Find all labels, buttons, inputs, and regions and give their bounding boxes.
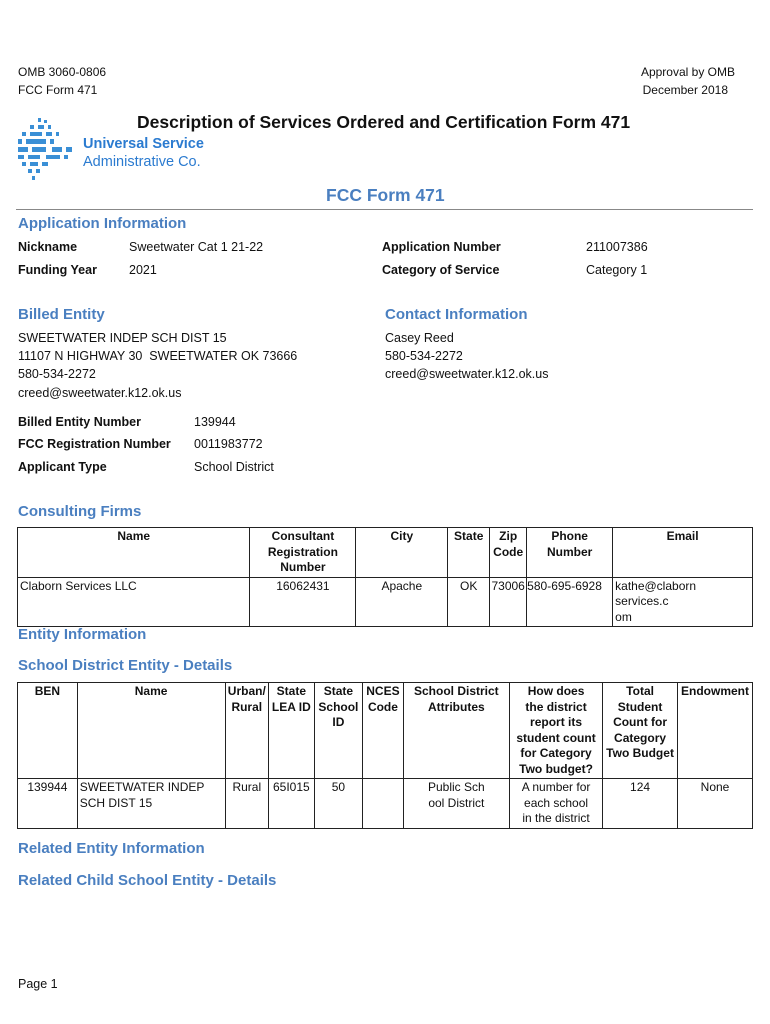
entity-urban-rural: Rural	[225, 779, 269, 829]
section-related-child-school-details: Related Child School Entity - Details	[18, 872, 277, 889]
form-label: FCC Form 471	[18, 83, 98, 97]
contact-phone: 580-534-2272	[385, 349, 463, 363]
applicant-type-label: Applicant Type	[18, 460, 107, 474]
section-entity-information: Entity Information	[18, 626, 147, 643]
consultant-state: OK	[448, 577, 490, 627]
approval-text: Approval by OMB	[640, 65, 735, 79]
ben-label: Billed Entity Number	[18, 415, 141, 429]
col-header-nces-code: NCES Code	[363, 683, 403, 779]
contact-name: Casey Reed	[385, 331, 454, 345]
billed-entity-address: 11107 N HIGHWAY 30 SWEETWATER OK 73666	[18, 349, 298, 363]
col-header-ben: BEN	[18, 683, 78, 779]
consultant-registration: 16062431	[250, 577, 356, 627]
col-header-name: Name	[18, 528, 250, 578]
entity-student-count-method: A number for each school in the district	[509, 779, 602, 829]
approval-date: December 2018	[642, 83, 728, 97]
entity-nces-code	[363, 779, 403, 829]
application-number-label: Application Number	[382, 240, 501, 254]
col-header-student-count-method: How does the district report its student count for Category Two budget?	[509, 683, 602, 779]
omb-number: OMB 3060-0806	[18, 65, 107, 79]
page-title: Description of Services Ordered and Certification Form 471	[137, 112, 631, 132]
category-value: Category 1	[586, 263, 648, 277]
consultant-email: kathe@claborn services.c om	[613, 577, 753, 627]
entity-district-attributes: Public Sch ool District	[403, 779, 509, 829]
school-district-table	[17, 682, 753, 829]
entity-ben: 139944	[18, 779, 78, 829]
col-header-name: Name	[77, 683, 225, 779]
section-billed-entity: Billed Entity	[18, 306, 105, 323]
consultant-phone: 580-695-6928	[527, 577, 613, 627]
fcc-registration-label: FCC Registration Number	[18, 437, 171, 451]
nickname-label: Nickname	[18, 240, 78, 254]
col-header-consultant-registration: Consultant Registration Number	[250, 528, 356, 578]
category-label: Category of Service	[382, 263, 500, 277]
col-header-state-school-id: State School ID	[314, 683, 363, 779]
fcc-registration-value: 0011983772	[194, 437, 263, 451]
logo-text-line1: Universal Service	[83, 136, 204, 152]
section-related-entity-information: Related Entity Information	[18, 840, 205, 857]
page-number: Page 1	[18, 977, 58, 991]
col-header-zip: Zip Code	[490, 528, 527, 578]
col-header-total-student-count: Total Student Count for Category Two Budget	[603, 683, 678, 779]
consultant-name: Claborn Services LLC	[18, 577, 250, 627]
funding-year-label: Funding Year	[18, 263, 97, 277]
entity-endowment: None	[678, 779, 753, 829]
billed-entity-email: creed@sweetwater.k12.ok.us	[18, 386, 182, 400]
application-number-value: 211007386	[586, 240, 648, 254]
funding-year-value: 2021	[129, 263, 157, 277]
ben-value: 139944	[194, 415, 236, 429]
col-header-phone: Phone Number	[527, 528, 613, 578]
entity-name: SWEETWATER INDEP SCH DIST 15	[77, 779, 225, 829]
heading-divider	[16, 209, 753, 210]
billed-entity-phone: 580-534-2272	[18, 367, 96, 381]
entity-state-lea-id: 65I015	[269, 779, 315, 829]
section-school-district-details: School District Entity - Details	[18, 657, 233, 674]
table-header-row	[18, 528, 753, 578]
table-header-row	[18, 683, 753, 779]
col-header-city: City	[356, 528, 448, 578]
table-row	[18, 779, 753, 829]
billed-entity-name: SWEETWATER INDEP SCH DIST 15	[18, 331, 227, 345]
col-header-district-attributes: School District Attributes	[403, 683, 509, 779]
entity-state-school-id: 50	[314, 779, 363, 829]
consultant-city: Apache	[356, 577, 448, 627]
nickname-value: Sweetwater Cat 1 21-22	[129, 240, 264, 254]
section-consulting-firms: Consulting Firms	[18, 503, 142, 520]
applicant-type-value: School District	[194, 460, 274, 474]
section-contact-information: Contact Information	[385, 306, 528, 323]
col-header-email: Email	[613, 528, 753, 578]
consulting-firms-table	[17, 527, 753, 627]
logo-text-line2: Administrative Co.	[83, 154, 201, 170]
usac-logo-mark-icon	[16, 116, 78, 186]
contact-email: creed@sweetwater.k12.ok.us	[385, 367, 549, 381]
col-header-endowment: Endowment	[678, 683, 753, 779]
col-header-state-lea-id: State LEA ID	[269, 683, 315, 779]
consultant-zip: 73006	[490, 577, 527, 627]
table-row	[18, 577, 753, 627]
usac-logo	[16, 116, 216, 186]
col-header-urban-rural: Urban/ Rural	[225, 683, 269, 779]
section-application-information: Application Information	[18, 215, 187, 232]
col-header-state: State	[448, 528, 490, 578]
entity-total-student-count: 124	[603, 779, 678, 829]
form-heading: FCC Form 471	[326, 185, 445, 205]
